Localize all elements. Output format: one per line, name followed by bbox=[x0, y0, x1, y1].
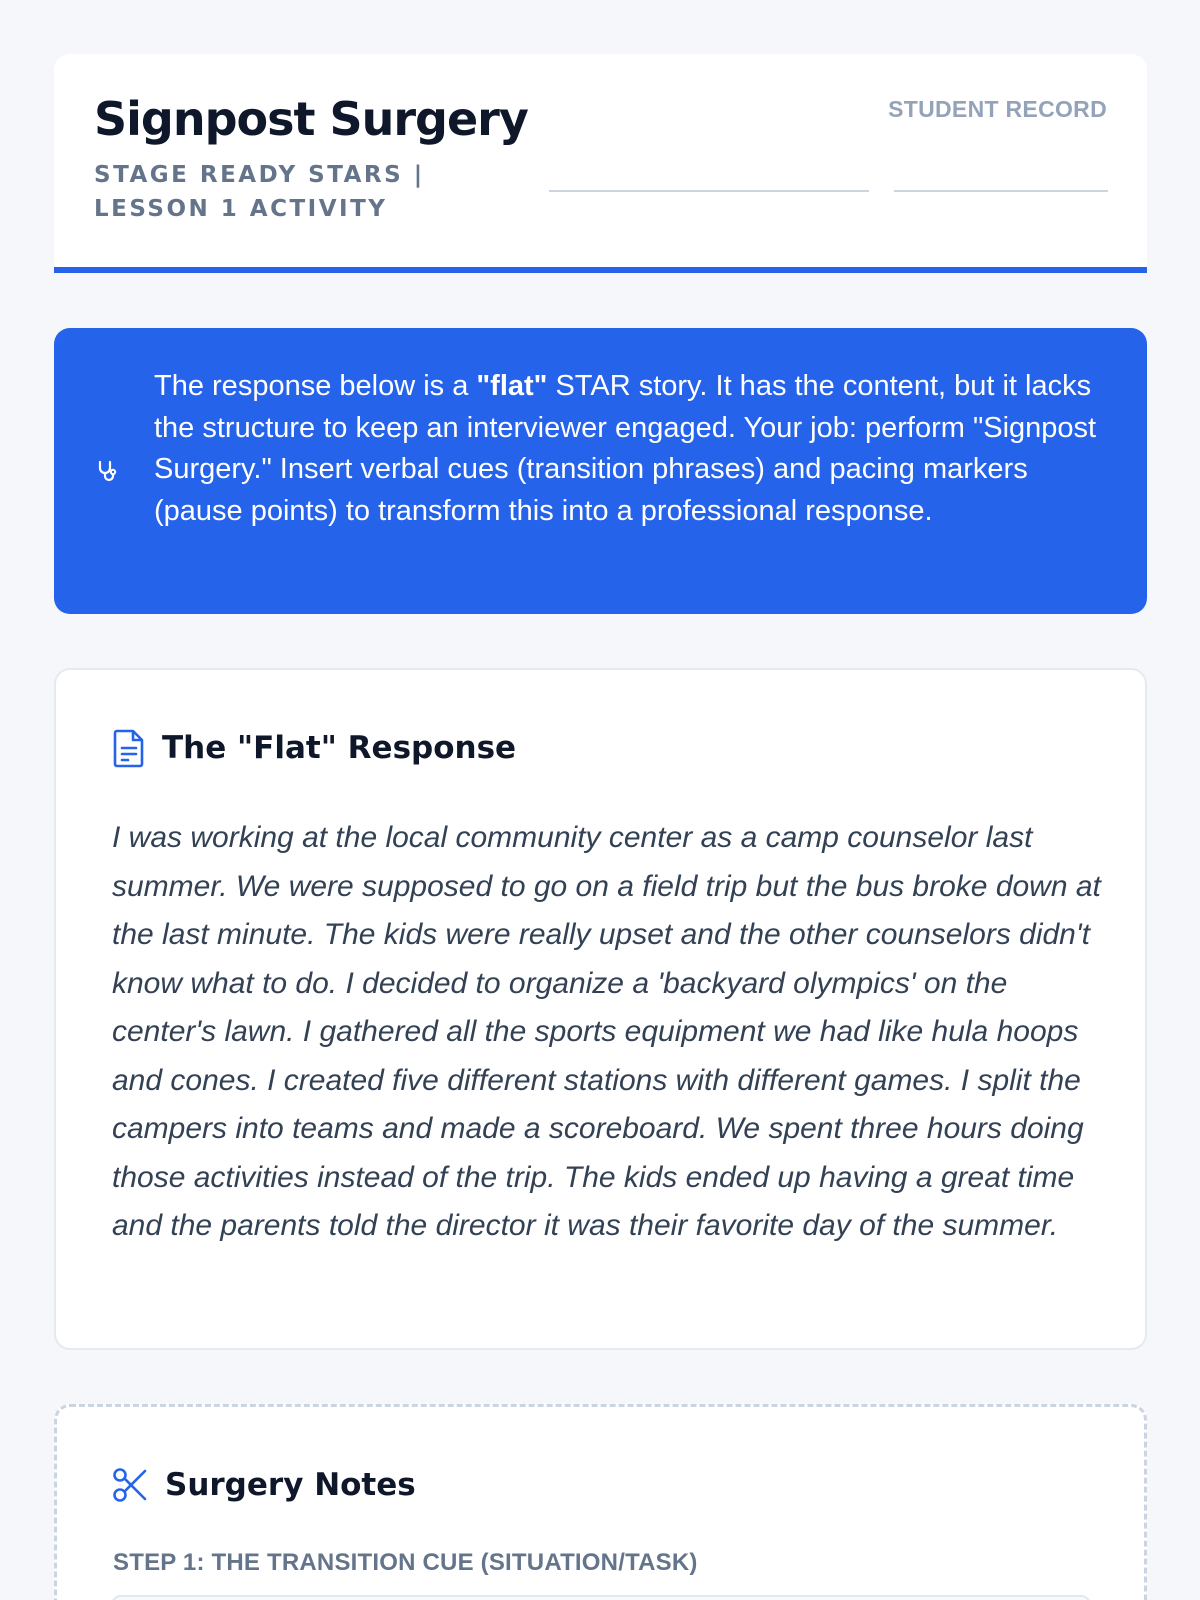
stethoscope-icon bbox=[92, 458, 120, 484]
surgery-notes-header bbox=[111, 1463, 416, 1507]
flat-response-title: The "Flat" Response bbox=[162, 730, 517, 766]
flat-response-header bbox=[112, 726, 516, 770]
header-card bbox=[54, 54, 1147, 273]
surgery-notes-card bbox=[54, 1404, 1147, 1600]
document-icon bbox=[112, 728, 146, 768]
step-1-input[interactable] bbox=[111, 1595, 1091, 1600]
student-record-label: STUDENT RECORD bbox=[888, 96, 1107, 122]
flat-response-text: I was working at the local community center as a camp counselor last summer. We were supposed to go on a field trip but the bus broke down at the last minute. The kids were really upset and the other counselors didn't know what to do. I decided to organize a 'backyard olympics' on the center's lawn. I gathered all the sports equipment we had like hula hoops and cones. I created five different stations with different games. I split the campers into teams and made a scoreboard. We spent three hours doing those activities instead of the trip. The kids ended up having a great time and the parents told the director it was their favorite day of the summer. bbox=[112, 821, 1101, 1242]
page-subtitle: STAGE READY STARS | LESSON 1 ACTIVITY bbox=[94, 162, 425, 222]
page-title: Signpost Surgery bbox=[94, 92, 528, 146]
surgery-notes-title: Surgery Notes bbox=[165, 1467, 416, 1503]
flat-response-card bbox=[54, 668, 1147, 1350]
instruction-text: The response below is a "flat" STAR story. It has the content, but it lacks the structure to keep an interviewer engaged. Your job: perform "Signpost Surgery." Insert verbal cues (transition phrases) and pacing markers (pause points) to transform this into a professional response. bbox=[154, 370, 1097, 527]
student-record-line[interactable] bbox=[894, 190, 1108, 192]
step-1-label: STEP 1: THE TRANSITION CUE (SITUATION/TASK) bbox=[113, 1549, 698, 1576]
instruction-banner bbox=[54, 328, 1147, 614]
scissors-icon bbox=[111, 1466, 149, 1504]
student-name-line[interactable] bbox=[549, 190, 869, 192]
